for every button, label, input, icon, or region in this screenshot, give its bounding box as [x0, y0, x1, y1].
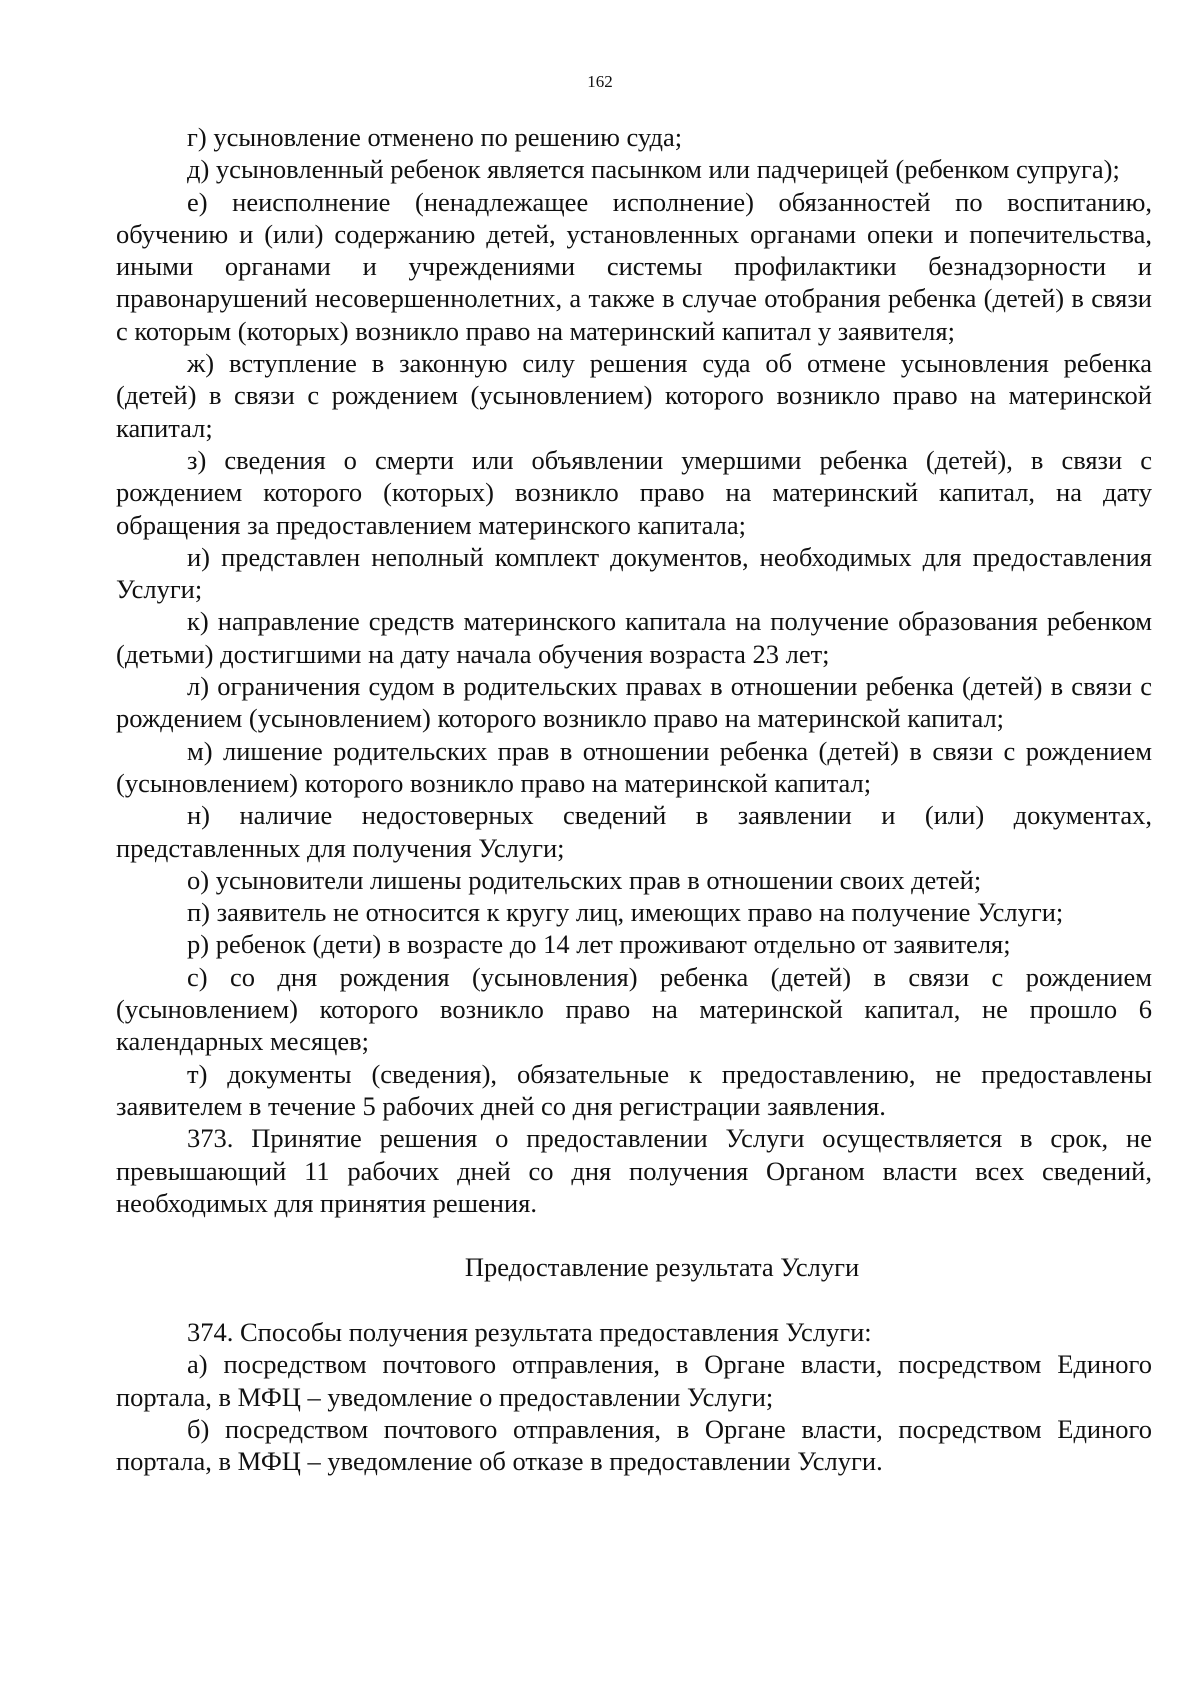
list-item-e: е) неисполнение (ненадлежащее исполнение) обязанностей по воспитанию, обучению и (или) содержанию детей, установленных органами опеки и попечительства, иными органами и учреждениями системы профилактики безнадзорности и правонарушений несовершеннолетних, а также в случае отобрания ребенка (детей) в связи с которым (которых) возникло право на материнский капитал у заявителя; — [116, 186, 1152, 346]
list-item-zh: ж) вступление в законную силу решения суда об отмене усыновления ребенка (детей) в связи с рождением (усыновлением) которого возникло право на материнской капитал; — [116, 348, 1152, 443]
list-item-k: к) направление средств материнского капитала на получение образования ребенком (детьми) достигшими на дату начала обучения возраста 23 лет; — [116, 606, 1152, 669]
list-item-l: л) ограничения судом в родительских правах в отношении ребенка (детей) в связи с рождением (усыновлением) которого возникло право на материнской капитал; — [116, 671, 1152, 734]
paragraph-373: 373. Принятие решения о предоставлении Услуги осуществляется в срок, не превышающий 11 рабочих дней со дня получения Органом власти всех сведений, необходимых для принятия решения. — [116, 1123, 1152, 1218]
list-item-o: о) усыновители лишены родительских прав в отношении своих детей; — [187, 864, 982, 895]
list-item-g: г) усыновление отменено по решению суда; — [187, 122, 683, 152]
document-body — [116, 121, 1152, 1478]
list-item-m: м) лишение родительских прав в отношении ребенка (детей) в связи с рождением (усыновлением) которого возникло право на материнской капитал; — [116, 735, 1152, 798]
list-item-a: а) посредством почтового отправления, в Органе власти, посредством Единого портала, в МФЦ – уведомление о предоставлении Услуги; — [116, 1349, 1152, 1412]
list-item-d: д) усыновленный ребенок является пасынком или падчерицей (ребенком супруга); — [187, 154, 1120, 185]
page-number: 162 — [587, 72, 613, 91]
list-item-z: з) сведения о смерти или объявлении умершими ребенка (детей), в связи с рождением которого (которых) возникло право на материнский капитал, на дату обращения за предоставлением материнского капитала; — [116, 444, 1152, 540]
section-heading: Предоставление результата Услуги — [464, 1252, 860, 1283]
list-item-t: т) документы (сведения), обязательные к предоставлению, не предоставлены заявителем в течение 5 рабочих дней со дня регистрации заявления. — [116, 1058, 1152, 1121]
list-item-s: с) со дня рождения (усыновления) ребенка (детей) в связи с рождением (усыновлением) которого возникло право на материнской капитал, не прошло 6 календарных месяцев; — [116, 961, 1152, 1057]
list-item-b: б) посредством почтового отправления, в Органе власти, посредством Единого портала, в МФЦ – уведомление об отказе в предоставлении Услуги. — [116, 1413, 1152, 1477]
list-item-n: н) наличие недостоверных сведений в заявлении и (или) документах, представленных для получения Услуги; — [116, 800, 1152, 863]
list-item-r: р) ребенок (дети) в возрасте до 14 лет проживают отдельно от заявителя; — [187, 929, 1011, 960]
list-item-p: п) заявитель не относится к кругу лиц, имеющих право на получение Услуги; — [187, 897, 1064, 928]
list-item-i: и) представлен неполный комплект документов, необходимых для предоставления Услуги; — [116, 541, 1152, 605]
paragraph-374: 374. Способы получения результата предоставления Услуги: — [187, 1317, 872, 1348]
